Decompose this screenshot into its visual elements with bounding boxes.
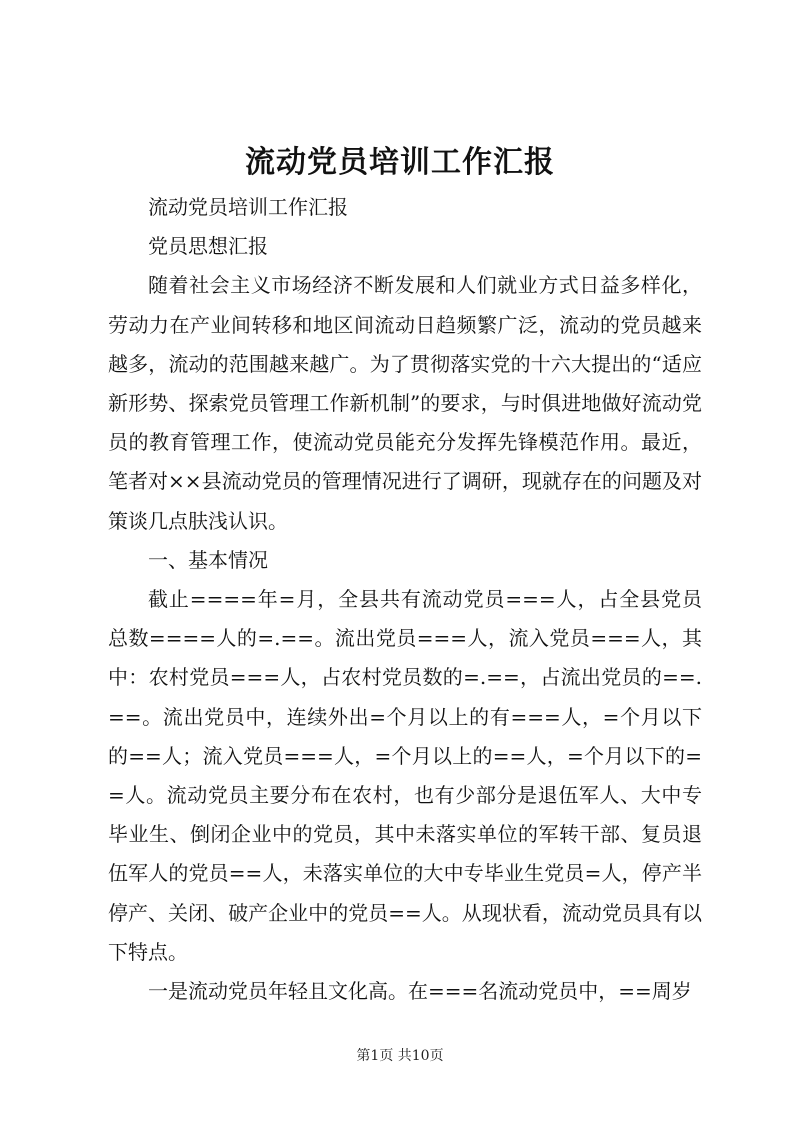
page-footer: 第1页 共10页 [356,1048,444,1064]
paragraph-statistics: 截止====年=月，全县共有流动党员===人，占全县党员总数====人的=.==。流出党员===人，流入党员===人，其中：农村党员===人，占农村党员数的=.==，占流出党员的==.==。流出党员中，连续外出=个月以上的有===人，=个月以下的==人；流入党员===人，=个月以上的==人，=个月以下的==人。流动党员主要分布在农村，也有少部分是退伍军人、大中专毕业生、倒闭企业中的党员，其中未落实单位的军转干部、复员退伍军人的党员==人，未落实单位的大中专毕业生党员=人，停产半停产、关闭、破产企业中的党员==人。从现状看，流动党员具有以下特点。 [108,587,702,964]
paragraph-intro: 随着社会主义市场经济不断发展和人们就业方式日益多样化，劳动力在产业间转移和地区间流动日趋频繁广泛，流动的党员越来越多，流动的范围越来越广。为了贯彻落实党的十六大提出的“适应新形势、探索党员管理工作新机制”的要求，与时俱进地做好流动党员的教育管理工作，使流动党员能充分发挥先锋模范作用。最近，笔者对××县流动党员的管理情况进行了调研，现就存在的问题及对策谈几点肤浅认识。 [108,273,702,533]
paragraph-category: 党员思想汇报 [148,234,268,259]
paragraph-subtitle: 流动党员培训工作汇报 [148,195,348,219]
document-body [108,188,702,1011]
paragraph-feature-one: 一是流动党员年轻且文化高。在===名流动党员中，==周岁 [148,979,692,1004]
document-title: 流动党员培训工作汇报 [245,145,555,180]
section-heading-basic-situation: 一、基本情况 [148,547,268,572]
